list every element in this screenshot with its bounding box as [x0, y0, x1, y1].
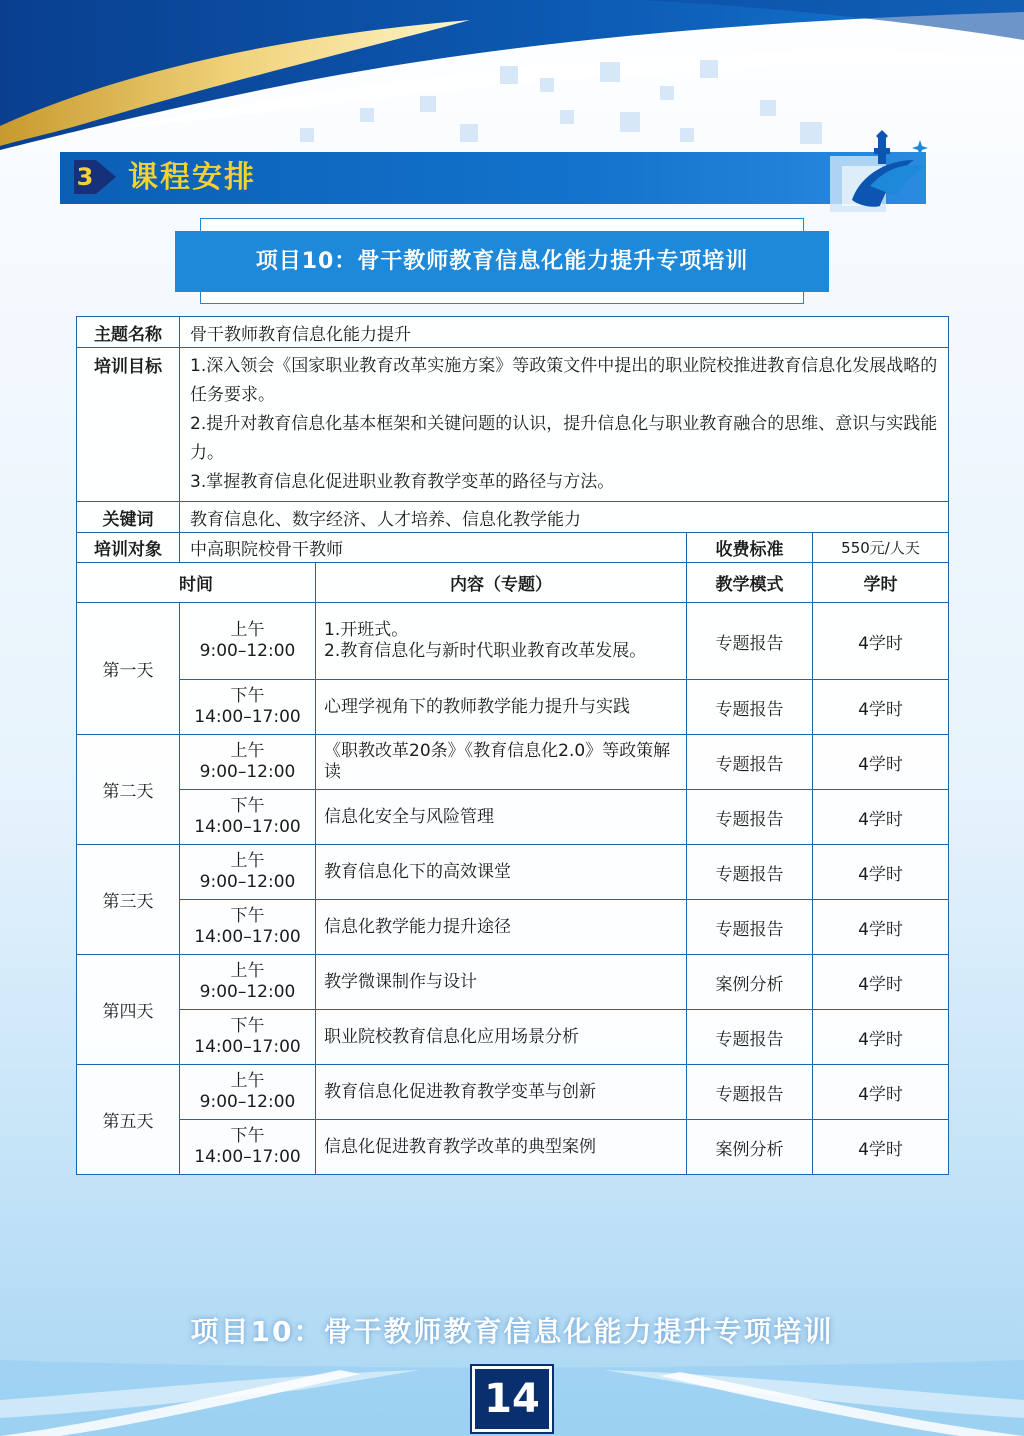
time-range: 14:00–17:00: [194, 927, 301, 947]
period-label: 上午: [230, 1071, 265, 1091]
class-hours: 4学时: [813, 955, 949, 1010]
teaching-mode: 专题报告: [687, 1065, 813, 1120]
teaching-mode: 专题报告: [687, 603, 813, 680]
period-label: 上午: [230, 620, 265, 640]
table-row: [77, 790, 949, 845]
time-range: 14:00–17:00: [194, 707, 301, 727]
table-row: [77, 845, 949, 900]
header-content: 内容（专题）: [316, 563, 687, 603]
teaching-mode: 专题报告: [687, 790, 813, 845]
goal-item: 1.深入领会《国家职业教育改革实施方案》等政策文件中提出的职业院校推进教育信息化发展战略的任务要求。: [190, 356, 938, 405]
time-range: 14:00–17:00: [194, 1147, 301, 1167]
table-row: [77, 735, 949, 790]
time-slot: [180, 900, 316, 955]
session-content: 信息化促进教育教学改革的典型案例: [316, 1120, 687, 1175]
keyword-value: 教育信息化、数字经济、人才培养、信息化教学能力: [180, 502, 949, 533]
day-label: 第五天: [77, 1065, 180, 1175]
class-hours: 4学时: [813, 790, 949, 845]
session-content: 信息化安全与风险管理: [316, 790, 687, 845]
content-line: 2.教育信息化与新时代职业教育改革发展。: [324, 641, 647, 661]
session-content: 教育信息化下的高效课堂: [316, 845, 687, 900]
time-slot: [180, 955, 316, 1010]
class-hours: 4学时: [813, 845, 949, 900]
day-label: 第一天: [77, 603, 180, 735]
period-label: 下午: [230, 1126, 265, 1146]
schedule-header-row: [77, 563, 949, 603]
period-label: 下午: [230, 796, 265, 816]
class-hours: 4学时: [813, 680, 949, 735]
content-line: 1.开班式。: [324, 620, 409, 640]
session-content: 《职教改革20条》《教育信息化2.0》等政策解读: [316, 735, 687, 790]
time-range: 9:00–12:00: [199, 641, 296, 661]
section-arrow-icon: [96, 160, 116, 194]
period-label: 上午: [230, 961, 265, 981]
period-label: 下午: [230, 906, 265, 926]
table-row: [77, 1010, 949, 1065]
goal-row: [77, 348, 949, 502]
table-row: [77, 1065, 949, 1120]
theme-label: 主题名称: [77, 317, 180, 348]
teaching-mode: 专题报告: [687, 900, 813, 955]
table-row: [77, 680, 949, 735]
time-slot: [180, 845, 316, 900]
keyword-row: [77, 502, 949, 533]
day-label: 第四天: [77, 955, 180, 1065]
section-number: 3: [74, 160, 96, 194]
time-slot: [180, 735, 316, 790]
goal-item: 2.提升对教育信息化基本框架和关键问题的认识，提升信息化与职业教育融合的思维、意识与实践能力。: [190, 414, 938, 463]
page-number: 14: [472, 1366, 552, 1432]
time-range: 9:00–12:00: [199, 982, 296, 1002]
table-row: [77, 1120, 949, 1175]
session-content: 教育信息化促进教育教学变革与创新: [316, 1065, 687, 1120]
goal-item: 3.掌握教育信息化促进职业教育教学变革的路径与方法。: [190, 472, 615, 492]
session-content: 职业院校教育信息化应用场景分析: [316, 1010, 687, 1065]
period-label: 上午: [230, 741, 265, 761]
time-range: 9:00–12:00: [199, 872, 296, 892]
time-range: 14:00–17:00: [194, 1037, 301, 1057]
audience-label: 培训对象: [77, 533, 180, 563]
fee-label: 收费标准: [687, 533, 813, 563]
header-hours: 学时: [813, 563, 949, 603]
session-content: 心理学视角下的教师教学能力提升与实践: [316, 680, 687, 735]
table-row: [77, 955, 949, 1010]
period-label: 下午: [230, 686, 265, 706]
time-range: 9:00–12:00: [199, 1092, 296, 1112]
teaching-mode: 专题报告: [687, 680, 813, 735]
class-hours: 4学时: [813, 603, 949, 680]
session-content: 信息化教学能力提升途径: [316, 900, 687, 955]
session-content: [316, 603, 687, 680]
class-hours: 4学时: [813, 735, 949, 790]
time-slot: [180, 1065, 316, 1120]
header-time: 时间: [77, 563, 316, 603]
fee-value: 550元/人天: [813, 533, 949, 563]
theme-row: [77, 317, 949, 348]
organization-logo-icon: [830, 126, 934, 216]
class-hours: 4学时: [813, 1120, 949, 1175]
header-mode: 教学模式: [687, 563, 813, 603]
time-slot: [180, 790, 316, 845]
audience-value: 中高职院校骨干教师: [180, 533, 687, 563]
time-slot: [180, 1010, 316, 1065]
teaching-mode: 专题报告: [687, 845, 813, 900]
theme-value: 骨干教师教育信息化能力提升: [180, 317, 949, 348]
period-label: 上午: [230, 851, 265, 871]
keyword-label: 关键词: [77, 502, 180, 533]
audience-row: [77, 533, 949, 563]
teaching-mode: 专题报告: [687, 735, 813, 790]
teaching-mode: 案例分析: [687, 1120, 813, 1175]
teaching-mode: 专题报告: [687, 1010, 813, 1065]
teaching-mode: 案例分析: [687, 955, 813, 1010]
time-range: 9:00–12:00: [199, 762, 296, 782]
course-schedule-table: [76, 316, 949, 1175]
goal-list: [180, 348, 949, 502]
footer-title: 项目10：骨干教师教育信息化能力提升专项培训: [190, 1315, 834, 1348]
day-label: 第二天: [77, 735, 180, 845]
class-hours: 4学时: [813, 900, 949, 955]
session-content: 教学微课制作与设计: [316, 955, 687, 1010]
goal-label: 培训目标: [77, 348, 180, 502]
class-hours: 4学时: [813, 1010, 949, 1065]
time-range: 14:00–17:00: [194, 817, 301, 837]
project-title: 项目10：骨干教师教育信息化能力提升专项培训: [175, 231, 829, 292]
period-label: 下午: [230, 1016, 265, 1036]
section-title: 课程安排: [128, 160, 256, 195]
day-label: 第三天: [77, 845, 180, 955]
time-slot: [180, 603, 316, 680]
class-hours: 4学时: [813, 1065, 949, 1120]
table-row: [77, 900, 949, 955]
time-slot: [180, 1120, 316, 1175]
table-row: [77, 603, 949, 680]
time-slot: [180, 680, 316, 735]
